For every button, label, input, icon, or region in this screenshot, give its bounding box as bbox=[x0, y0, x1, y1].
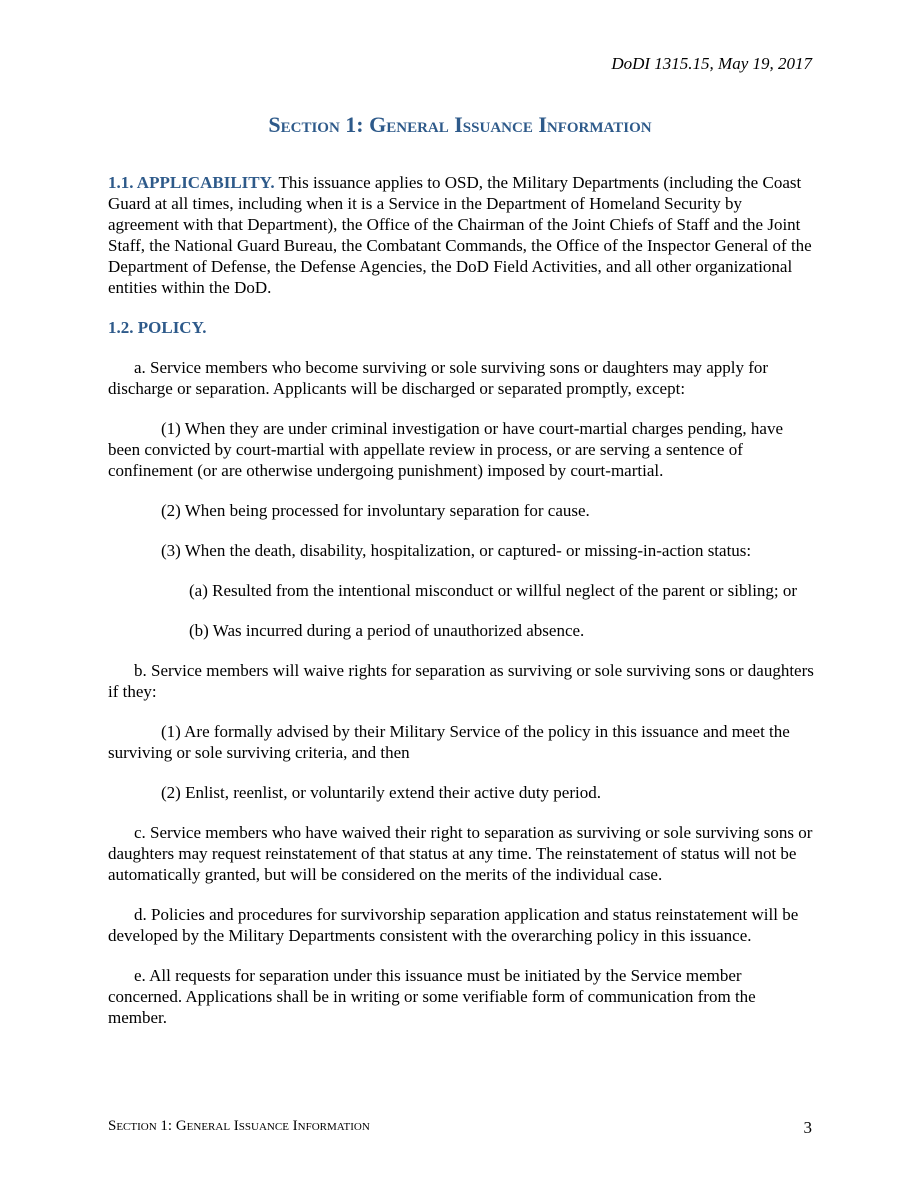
applicability-text: This issuance applies to OSD, the Military Departments (including the Coast Guard at all times, including when it is a Service in the Department of Homeland Security by agreement with that Department), the Office of the Chairman of the Joint Chiefs of Staff and the Joint Staff, the National Guard Bureau, the Combatant Commands, the Office of the Inspector General of the Department of Defense, the Defense Agencies, the DoD Field Activities, and all other organizational entities within the DoD. bbox=[108, 173, 812, 297]
policy-para-b: b. Service members will waive rights for separation as surviving or sole surviving sons or daughters if they: bbox=[108, 661, 814, 701]
policy-para-a3b: (b) Was incurred during a period of unauthorized absence. bbox=[189, 621, 585, 640]
page-footer bbox=[108, 1118, 812, 1135]
policy-para-d: d. Policies and procedures for survivorship separation application and status reinstatement will be developed by the Military Departments consistent with the overarching policy in this issuance. bbox=[108, 905, 799, 945]
policy-para-b1: (1) Are formally advised by their Military Service of the policy in this issuance and meet the surviving or sole surviving criteria, and then bbox=[108, 722, 790, 762]
document-reference: DoDI 1315.15, May 19, 2017 bbox=[611, 54, 812, 73]
policy-para-a3: (3) When the death, disability, hospitalization, or captured- or missing-in-action status: bbox=[161, 541, 752, 560]
footer-section-label: Section 1: General Issuance Information bbox=[108, 1118, 370, 1134]
policy-para-a2: (2) When being processed for involuntary separation for cause. bbox=[161, 501, 590, 520]
policy-para-e: e. All requests for separation under this issuance must be initiated by the Service member concerned. Applications shall be in writing or some verifiable form of communication from the member. bbox=[108, 966, 756, 1027]
policy-para-c: c. Service members who have waived their right to separation as surviving or sole surviving sons or daughters may request reinstatement of that status at any time. The reinstatement of status will not be automatically granted, but will be considered on the merits of the individual case. bbox=[108, 823, 813, 884]
policy-para-a: a. Service members who become surviving or sole surviving sons or daughters may apply for discharge or separation. Applicants will be discharged or separated promptly, except: bbox=[108, 358, 769, 398]
section-title: Section 1: General Issuance Information bbox=[268, 112, 652, 137]
page-number: 3 bbox=[803, 1118, 812, 1137]
page-body bbox=[108, 172, 816, 1047]
applicability-heading: 1.1. APPLICABILITY. bbox=[108, 173, 275, 192]
policy-heading: 1.2. POLICY. bbox=[108, 318, 207, 337]
policy-para-a1: (1) When they are under criminal investigation or have court-martial charges pending, have been convicted by court-martial with appellate review in process, or are serving a sentence of confinement (or are otherwise undergoing punishment) imposed by court-martial. bbox=[108, 419, 784, 480]
policy-para-b2: (2) Enlist, reenlist, or voluntarily extend their active duty period. bbox=[161, 783, 601, 802]
policy-para-a3a: (a) Resulted from the intentional misconduct or willful neglect of the parent or sibling; or bbox=[189, 581, 798, 600]
paragraph-applicability bbox=[108, 172, 816, 298]
